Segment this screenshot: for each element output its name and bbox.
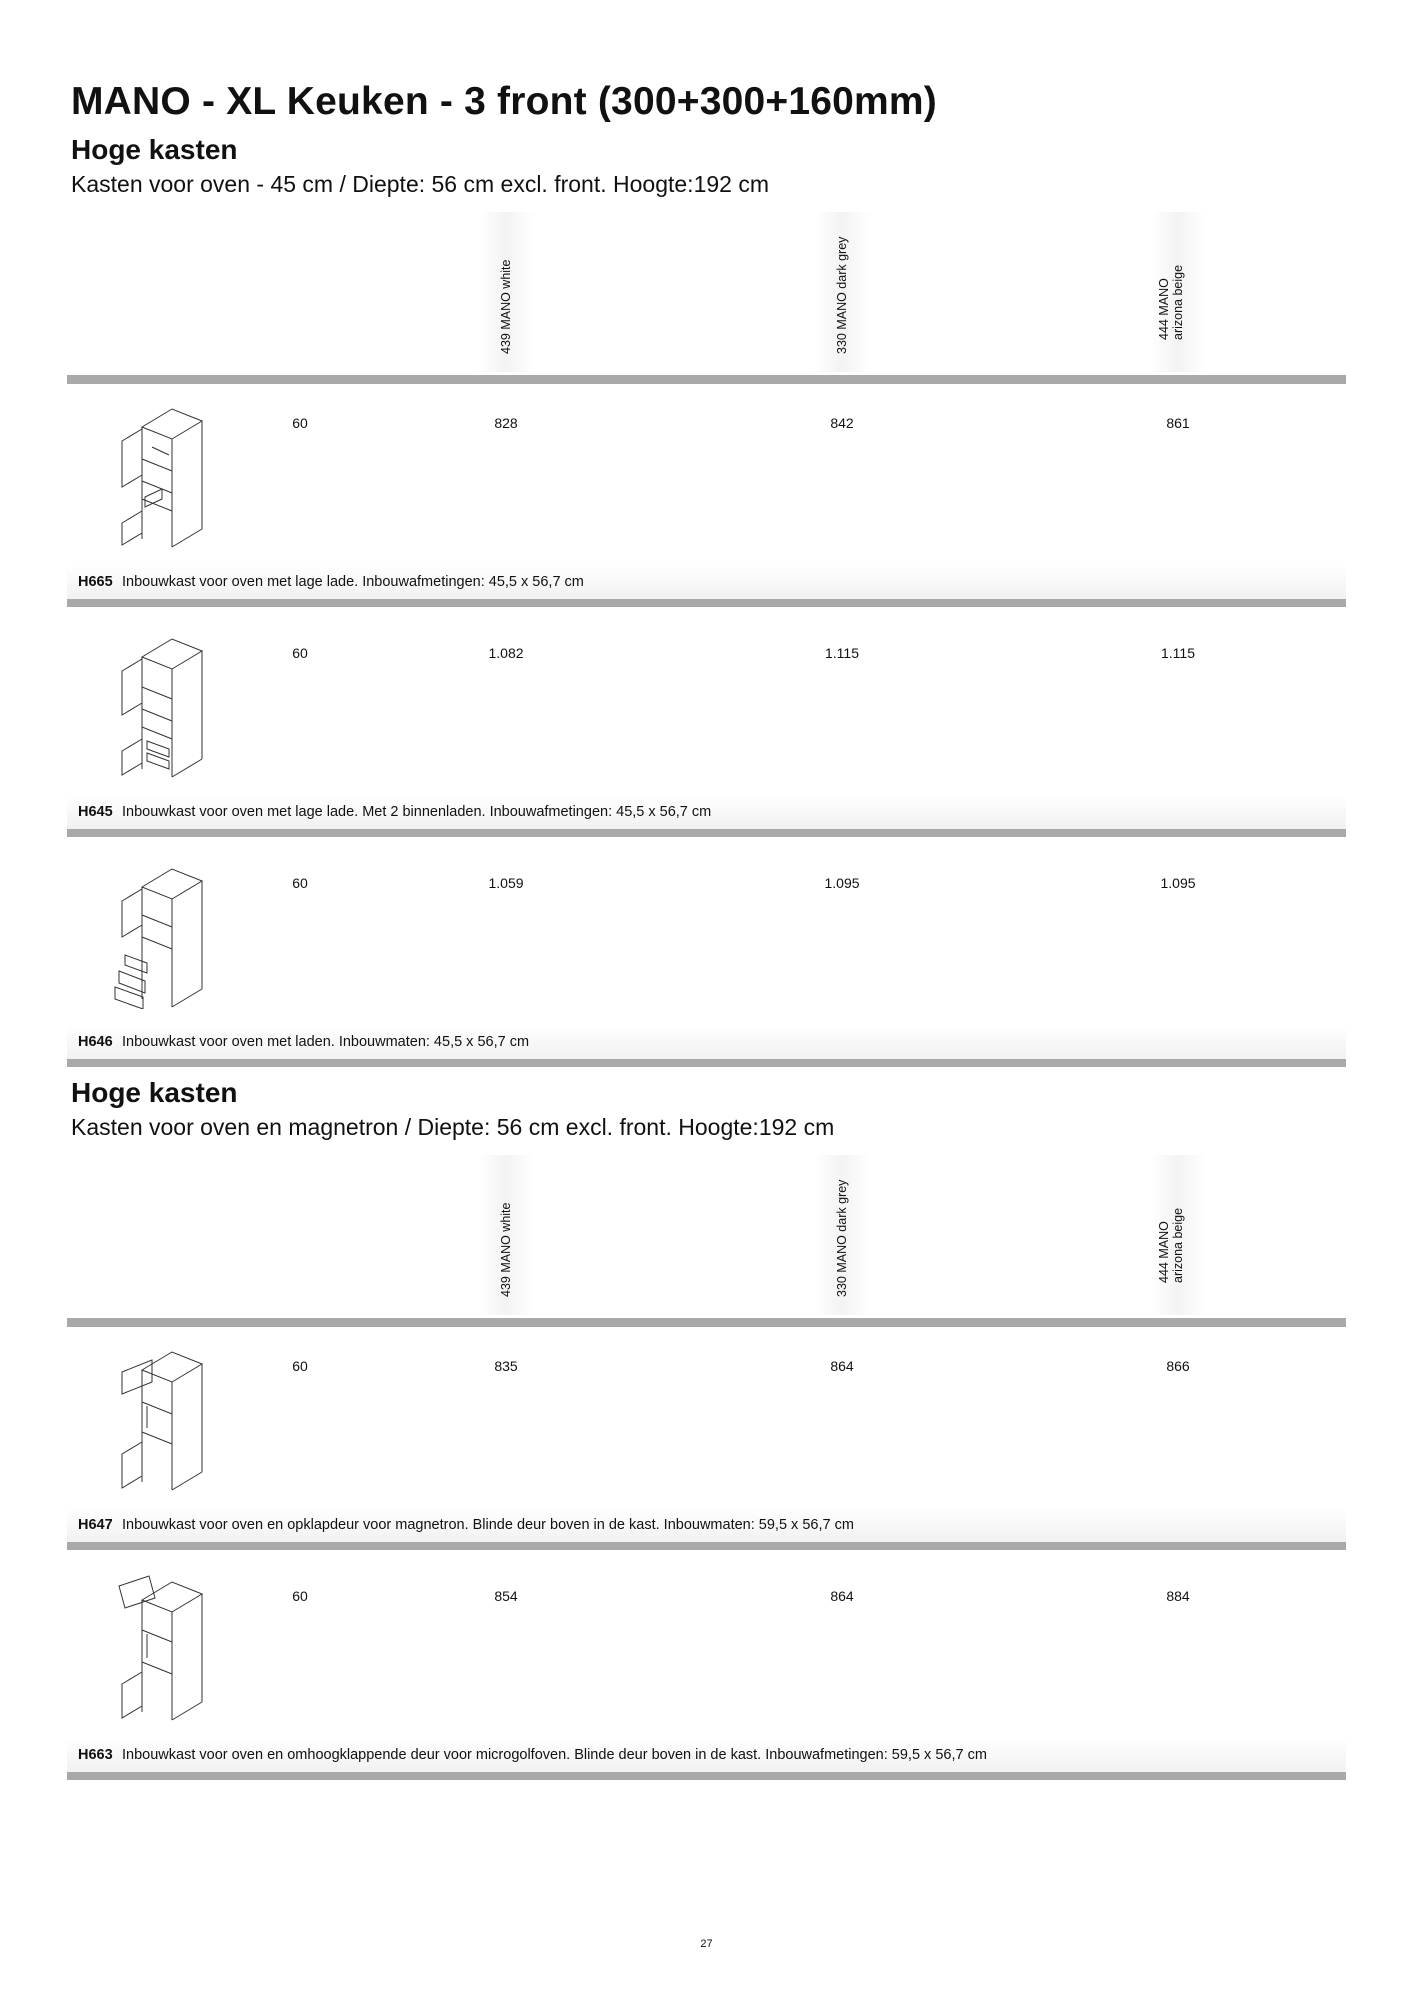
article-description: Inbouwkast voor oven met laden. Inbouwmaten: 45,5 x 56,7 cm bbox=[122, 1034, 530, 1050]
tall-cabinet-oven-microwave-flap-icon bbox=[97, 1342, 237, 1492]
row-divider bbox=[67, 599, 1346, 607]
width-value: 60 bbox=[292, 645, 308, 661]
row-divider bbox=[67, 1542, 1346, 1550]
column-header-arizona-beige: 444 MANO arizona beige bbox=[1150, 1155, 1206, 1315]
row-divider bbox=[67, 1772, 1346, 1780]
width-value: 60 bbox=[292, 1588, 308, 1604]
table-header-bar bbox=[67, 375, 1346, 384]
article-description: Inbouwkast voor oven en omhoogklappende deur voor microgolfoven. Blinde deur boven in de kast. Inbouwafmetingen: 59,5 x 56,7 cm bbox=[122, 1747, 987, 1763]
tall-cabinet-oven-inner-drawers-icon bbox=[97, 629, 237, 779]
row-divider bbox=[67, 1059, 1346, 1067]
section-heading: Hoge kasten bbox=[71, 1077, 238, 1108]
page-number: 27 bbox=[700, 1938, 713, 1950]
article-code: H645 bbox=[78, 804, 113, 820]
tall-cabinet-oven-microwave-lift-icon bbox=[97, 1572, 237, 1722]
article-code: H646 bbox=[78, 1034, 113, 1050]
table-row bbox=[67, 1558, 1346, 1782]
price-dark-grey: 842 bbox=[830, 415, 854, 431]
row-description bbox=[67, 795, 1346, 829]
article-description: Inbouwkast voor oven en opklapdeur voor magnetron. Blinde deur boven in de kast. Inbouwmaten: 59,5 x 56,7 cm bbox=[122, 1517, 854, 1533]
price-white: 1.059 bbox=[488, 875, 524, 891]
price-white: 854 bbox=[494, 1588, 518, 1604]
column-header-white: 439 MANO white bbox=[478, 1155, 534, 1315]
table-row bbox=[67, 845, 1346, 1069]
section-subheading: Kasten voor oven en magnetron / Diepte: 56 cm excl. front. Hoogte:192 cm bbox=[71, 1114, 835, 1140]
column-header-white: 439 MANO white bbox=[478, 212, 534, 372]
price-arizona-beige: 861 bbox=[1166, 415, 1190, 431]
article-code: H663 bbox=[78, 1747, 113, 1763]
width-value: 60 bbox=[292, 875, 308, 891]
column-header-dark-grey: 330 MANO dark grey bbox=[814, 1155, 870, 1315]
section-subheading: Kasten voor oven - 45 cm / Diepte: 56 cm excl. front. Hoogte:192 cm bbox=[71, 171, 769, 197]
table-header-bar bbox=[67, 1318, 1346, 1327]
price-dark-grey: 864 bbox=[830, 1588, 854, 1604]
price-white: 828 bbox=[494, 415, 518, 431]
row-description bbox=[67, 565, 1346, 599]
table-row bbox=[67, 385, 1346, 609]
price-white: 1.082 bbox=[488, 645, 524, 661]
column-header-dark-grey: 330 MANO dark grey bbox=[814, 212, 870, 372]
tall-cabinet-oven-low-drawer-icon bbox=[97, 399, 237, 549]
page-title: MANO - XL Keuken - 3 front (300+300+160mm) bbox=[71, 80, 937, 123]
price-white: 835 bbox=[494, 1358, 518, 1374]
table-row bbox=[67, 615, 1346, 839]
column-header-arizona-beige: 444 MANO arizona beige bbox=[1150, 212, 1206, 372]
section-heading: Hoge kasten bbox=[71, 134, 238, 165]
price-arizona-beige: 1.115 bbox=[1161, 645, 1195, 661]
price-arizona-beige: 1.095 bbox=[1160, 875, 1196, 891]
row-description bbox=[67, 1025, 1346, 1059]
article-code: H647 bbox=[78, 1517, 113, 1533]
row-description bbox=[67, 1738, 1346, 1772]
price-arizona-beige: 866 bbox=[1166, 1358, 1190, 1374]
price-arizona-beige: 884 bbox=[1166, 1588, 1190, 1604]
row-description bbox=[67, 1508, 1346, 1542]
article-description: Inbouwkast voor oven met lage lade. Met 2 binnenladen. Inbouwafmetingen: 45,5 x 56,7 cm bbox=[122, 804, 712, 820]
price-dark-grey: 864 bbox=[830, 1358, 854, 1374]
price-dark-grey: 1.115 bbox=[825, 645, 859, 661]
article-code: H665 bbox=[78, 574, 113, 590]
tall-cabinet-oven-drawers-icon bbox=[97, 859, 237, 1009]
width-value: 60 bbox=[292, 1358, 308, 1374]
price-dark-grey: 1.095 bbox=[824, 875, 860, 891]
width-value: 60 bbox=[292, 415, 308, 431]
article-description: Inbouwkast voor oven met lage lade. Inbouwafmetingen: 45,5 x 56,7 cm bbox=[122, 574, 584, 590]
row-divider bbox=[67, 829, 1346, 837]
table-row bbox=[67, 1328, 1346, 1552]
